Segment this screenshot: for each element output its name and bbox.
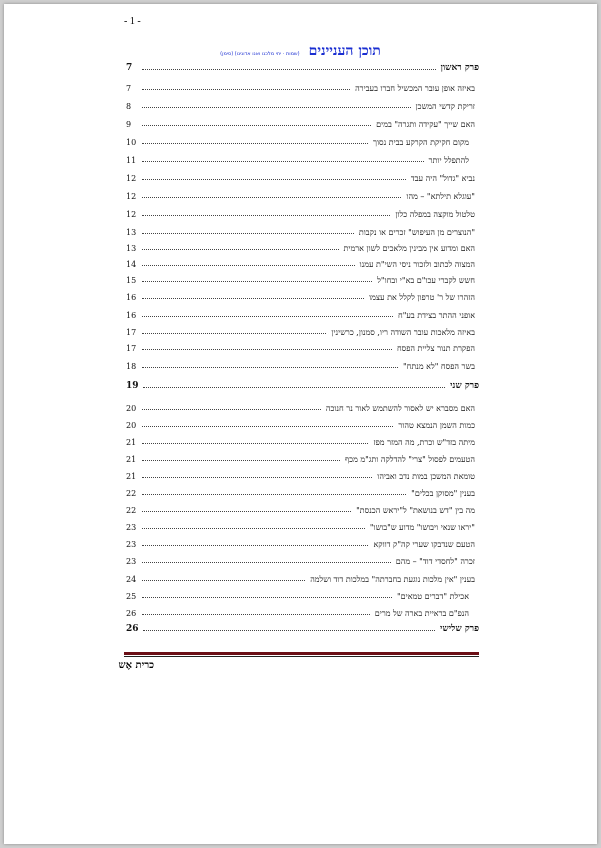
toc-entry-title: פרק ראשון bbox=[440, 63, 479, 73]
toc-entry-title: באיזה אופן עובר המכשיל חברו בעבירה bbox=[355, 84, 475, 93]
dot-leader bbox=[142, 297, 364, 299]
toc-page-number: 23 bbox=[126, 540, 137, 549]
dot-leader bbox=[142, 425, 393, 427]
toc-entry-title: הפקרת תנור צליית הפסח bbox=[396, 344, 475, 353]
dot-leader bbox=[142, 142, 368, 144]
toc-entry-title: הטעמים לפסול "צרי" להדלקה ותג"מ מכף bbox=[345, 455, 475, 464]
dot-leader bbox=[142, 493, 406, 495]
toc-page-number: 13 bbox=[126, 228, 137, 237]
toc-page-number: 17 bbox=[126, 344, 137, 353]
dot-leader bbox=[143, 386, 446, 388]
toc-entry-title: האם שייך "עקידה ותגרה" במים bbox=[376, 120, 475, 129]
document-page bbox=[4, 4, 597, 844]
toc-entry[interactable] bbox=[126, 536, 479, 549]
toc-entry[interactable] bbox=[126, 605, 479, 618]
toc-header bbox=[124, 40, 477, 60]
toc-page-number: 10 bbox=[126, 138, 137, 147]
dot-leader bbox=[142, 366, 398, 368]
dot-leader bbox=[142, 160, 424, 162]
toc-chapter-heading[interactable] bbox=[126, 621, 479, 634]
toc-entry[interactable] bbox=[126, 451, 479, 464]
toc-entry[interactable] bbox=[126, 152, 479, 165]
toc-page-number: 16 bbox=[126, 311, 137, 320]
toc-entry-title: הנפ"ם בראיית בארה של מרים bbox=[374, 609, 469, 618]
toc-entry[interactable] bbox=[126, 170, 479, 183]
dot-leader bbox=[142, 106, 411, 108]
toc-entry[interactable] bbox=[126, 571, 479, 584]
toc-entry-title: זכרה "לחסדי דוד" – מהם bbox=[395, 557, 475, 566]
toc-entry-title: באיזה מלאכות עובר השודה ריו, סמנון, כרשינין bbox=[331, 328, 475, 337]
toc-subtitle: (שמות · יחי מלכנו ואנו אדונינו) (סימן) bbox=[220, 51, 300, 57]
toc-entry[interactable] bbox=[126, 400, 479, 413]
dot-leader bbox=[142, 68, 436, 70]
dot-leader bbox=[142, 613, 370, 615]
dot-leader bbox=[142, 596, 392, 598]
toc-entry[interactable] bbox=[126, 340, 479, 353]
toc-entry[interactable] bbox=[126, 206, 479, 219]
toc-chapter-heading[interactable] bbox=[126, 378, 479, 391]
toc-entry-title: "יראו שנאי ויבושו" מדוע ש"בושו" bbox=[369, 523, 475, 532]
toc-title: תוכן העניינים bbox=[308, 43, 381, 59]
dot-leader bbox=[142, 442, 368, 444]
toc-entry[interactable] bbox=[126, 116, 479, 129]
dot-leader bbox=[142, 561, 391, 563]
toc-entry[interactable] bbox=[126, 358, 479, 371]
toc-page-number: 23 bbox=[126, 557, 137, 566]
footer-divider-thin bbox=[124, 656, 479, 657]
toc-page-number: 12 bbox=[126, 192, 137, 201]
dot-leader bbox=[142, 124, 371, 126]
dot-leader bbox=[142, 214, 390, 216]
toc-entry-title: מיתה בזד"ש וכרת, מה המזר מפז bbox=[373, 438, 475, 447]
toc-entry[interactable] bbox=[126, 289, 479, 302]
dot-leader bbox=[142, 88, 350, 90]
toc-page-number: 26 bbox=[126, 609, 137, 618]
toc-entry-title: האם מסברא יש לאסור להשתמש לאור נר חנוכה bbox=[325, 404, 475, 413]
dot-leader bbox=[142, 579, 305, 581]
toc-page-number: 7 bbox=[126, 84, 132, 93]
dot-leader bbox=[142, 459, 340, 461]
toc-page-number: 9 bbox=[126, 120, 132, 129]
toc-page-number: 23 bbox=[126, 523, 137, 532]
toc-entry-title: מה בין "דש בנושאת" ל"יראש הכנסת" bbox=[356, 506, 475, 515]
toc-page-number: 21 bbox=[126, 455, 137, 464]
dot-leader bbox=[142, 280, 372, 282]
toc-entry-title: "עוגלא תילתא" – מהו bbox=[406, 192, 475, 201]
toc-page-number: 26 bbox=[126, 624, 139, 634]
toc-entry-title: אכילת "דברים טמאים" bbox=[396, 592, 469, 601]
toc-entry[interactable] bbox=[126, 417, 479, 430]
toc-entry-title: אופני ההתר בצידת בע"ח bbox=[397, 311, 475, 320]
dot-leader bbox=[142, 348, 392, 350]
toc-entry[interactable] bbox=[126, 485, 479, 498]
toc-entry[interactable] bbox=[126, 256, 479, 269]
toc-entry[interactable] bbox=[126, 272, 479, 285]
toc-entry-title: טומאת המשכן במות נדב ואביהו bbox=[377, 472, 475, 481]
toc-page-number: 14 bbox=[126, 260, 137, 269]
toc-entry-title: להתפלל יותר bbox=[428, 156, 469, 165]
dot-leader bbox=[142, 510, 351, 512]
toc-page-number: 7 bbox=[126, 63, 133, 73]
toc-page-number: 20 bbox=[126, 404, 137, 413]
toc-entry[interactable] bbox=[126, 188, 479, 201]
dot-leader bbox=[142, 476, 372, 478]
footer-title: כרית אֶש bbox=[118, 660, 154, 671]
toc-entry-title: טלטול מוקצה במפלה כלון bbox=[395, 210, 475, 219]
toc-page-number: 19 bbox=[126, 381, 139, 391]
toc-page-number: 12 bbox=[126, 174, 137, 183]
toc-entry[interactable] bbox=[126, 240, 479, 253]
dot-leader bbox=[142, 527, 365, 529]
toc-entry[interactable] bbox=[126, 588, 479, 601]
toc-entry-title: בשר הפסח "לא מנתח" bbox=[402, 362, 475, 371]
dot-leader bbox=[142, 332, 326, 334]
toc-page-number: 11 bbox=[126, 156, 137, 165]
toc-page-number: 21 bbox=[126, 438, 137, 447]
toc-entry-title: נביא "גדול" היה עבד bbox=[410, 174, 475, 183]
toc-entry[interactable] bbox=[126, 468, 479, 481]
toc-page-number: 22 bbox=[126, 489, 137, 498]
toc-entry-title: כמות השמן הנמצא טהור bbox=[398, 421, 475, 430]
page-number: - 1 - bbox=[124, 16, 141, 27]
toc-entry[interactable] bbox=[126, 324, 479, 337]
toc-entry-title: המצוה לכתוב ולזכור ניסי השי"ת עמנו bbox=[359, 260, 475, 269]
toc-entry[interactable] bbox=[126, 80, 479, 93]
dot-leader bbox=[142, 544, 368, 546]
toc-entry[interactable] bbox=[126, 502, 479, 515]
dot-leader bbox=[142, 408, 321, 410]
toc-entry-title: הזהרו של ר' טרפון לקלל את עצמו bbox=[369, 293, 475, 302]
toc-entry-title: "הנוצרים מן העיפוש" זכרים או נקבות bbox=[358, 228, 475, 237]
toc-entry-title: פרק שלישי bbox=[440, 624, 479, 634]
toc-page-number: 24 bbox=[126, 575, 137, 584]
toc-entry[interactable] bbox=[126, 98, 479, 111]
toc-page-number: 17 bbox=[126, 328, 137, 337]
footer-divider-thick bbox=[124, 652, 479, 655]
toc-page-number: 21 bbox=[126, 472, 137, 481]
toc-page-number: 15 bbox=[126, 276, 137, 285]
toc-page-number: 25 bbox=[126, 592, 137, 601]
toc-entry[interactable] bbox=[126, 434, 479, 447]
toc-page-number: 13 bbox=[126, 244, 137, 253]
toc-page-number: 16 bbox=[126, 293, 137, 302]
toc-entry[interactable] bbox=[126, 224, 479, 237]
toc-chapter-heading[interactable] bbox=[126, 60, 479, 73]
toc-entry-title: בענין "אין מלכות נוגעת בחברתה" במלכות דוד ושלמה bbox=[310, 575, 475, 584]
dot-leader bbox=[142, 196, 401, 198]
toc-entry-title: מקום חקיקת הקרקע בבית נסוך bbox=[373, 138, 469, 147]
toc-page-number: 12 bbox=[126, 210, 137, 219]
toc-entry-title: בענין "מסוקן בכלים" bbox=[411, 489, 475, 498]
toc-entry[interactable] bbox=[126, 519, 479, 532]
dot-leader bbox=[142, 315, 393, 317]
toc-entry[interactable] bbox=[126, 134, 479, 147]
toc-page-number: 18 bbox=[126, 362, 137, 371]
dot-leader bbox=[143, 629, 436, 631]
toc-page-number: 20 bbox=[126, 421, 137, 430]
dot-leader bbox=[142, 232, 354, 234]
toc-entry-title: הטעם שנדבקו שערי קה"ק דווקא bbox=[373, 540, 475, 549]
toc-entry[interactable] bbox=[126, 553, 479, 566]
dot-leader bbox=[142, 178, 406, 180]
toc-entry-title: חשש לקברי עכו"ם בא"י ובחו"ל bbox=[377, 276, 475, 285]
toc-page-number: 22 bbox=[126, 506, 137, 515]
toc-entry-title: האם ומדוע אין מבינין מלאכים לשון ארמית bbox=[343, 244, 475, 253]
dot-leader bbox=[142, 264, 355, 266]
toc-page-number: 8 bbox=[126, 102, 132, 111]
dot-leader bbox=[142, 248, 339, 250]
toc-entry-title: פרק שני bbox=[450, 381, 479, 391]
toc-entry[interactable] bbox=[126, 307, 479, 320]
toc-entry-title: זריקת קדשי המשכן bbox=[415, 102, 475, 111]
